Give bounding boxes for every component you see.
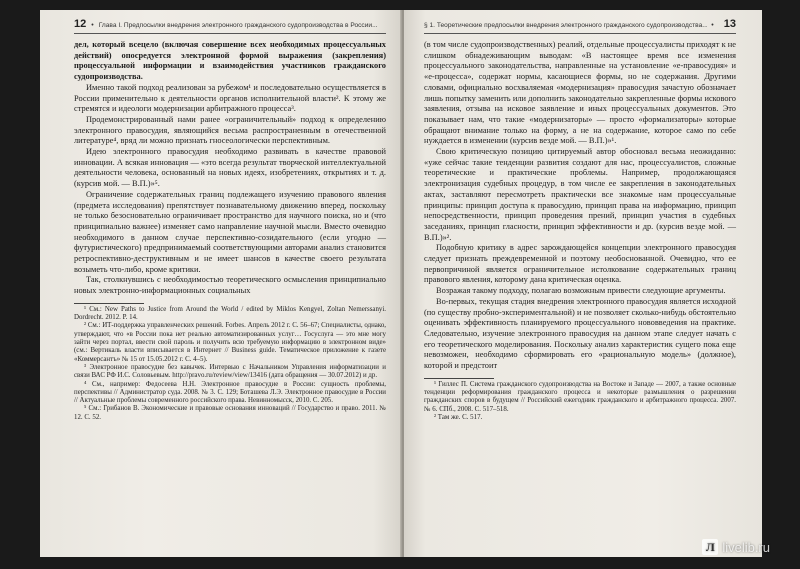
paragraph: дел, который всецело (включая совершение всех необходимых процессуальных действий) опосредуется электронной формой выражения (закрепления) процессуальной информации и взаимодействия участников гражданского судопроизводства. bbox=[74, 40, 386, 82]
body-text bbox=[424, 40, 736, 372]
footnote: ⁴ См., например: Федосеева Н.Н. Электронное правосудие в России: сущность проблемы, перспективы // Администратор суда. 2008. № 3. С. 129; Боташева Л.Э. Электронное правосудие в России // Актуальные проблемы современного российского права. Невинномысск, 2010. С. 205. bbox=[74, 380, 386, 405]
paragraph: Свою критическую позицию цитируемый автор обосновал весьма неожиданно: «уже сейчас такие тенденции развития создают для нас, процессуалистов, сложные теоретические и практические проблемы. Например, продолжающаяся электронизация судебных процедур, в том числе ее закрепления в законодательных актах, заставляют пересмотреть практически все знакомые нам процессуальные принципы: принцип доступа к правосудию, принцип права на информацию, принцип непосредственности, принцип проведения прений, принцип участия в судебных заседаниях, принцип гласности, принцип эффективности и др. (курсив везде мой. — В.П.)»². bbox=[424, 147, 736, 242]
footnote: ² См.: ИТ-поддержка управленческих решений. Forbes. Апрель 2012 г. С. 56–67; Специалисты, однако, утверждают, что «в России пока нет реально автоматизированных услуг… Госуслуга — это мне могу зайти через портал, ввести свой пароль и получить всю требуемую информацию в электронном виде» (см.: Вертикаль власти вписывается в Интернет // Business guide. Тематическое приложение к газете «Коммерсантъ» № 15 от 15.05.2012 г. С. 4–5). bbox=[74, 322, 386, 363]
paragraph: (в том числе судопроизводственных) реалий, отдельные процессуалисты приходят к не слишком обнадеживающим выводам: «В настоящее время все изменения процессуального законодательства, направленные на установление «е-правосудия» и «е-процесса», содержат нормы, касающиеся формы, но не содержания. Другими словами, официально восхваляемая «модернизация» правосудия зачастую обозначает лишь попытку заменить или дополнить законодательно закрепленные формы искового заявления, отзыва на исковое заявление и иных процессуальных документов. Это показывает нам, что такие «модернизаторы» — просто «формализаторы» которые обращают внимание только на форму, а не на содержание, которое само по себе нуждается в изменении (курсив везде мой. — В.П.)»¹. bbox=[424, 40, 736, 146]
bullet-separator: • bbox=[711, 22, 714, 29]
footnote: ⁵ См.: Грибанов В. Экономические и правовые основания инноваций // Государство и право. 2011. № 12. С. 52. bbox=[74, 405, 386, 421]
paragraph: Именно такой подход реализован за рубежом¹ и последовательно осуществляется в России применительно к деятельности органов исполнительной власти². К этому же стремятся и идеологи модернизации арбитражного процесса³. bbox=[74, 82, 386, 114]
running-head-text: Глава I. Предпосылки внедрения электронного гражданского судопроизводства в России... bbox=[98, 22, 378, 29]
paragraph: Так, столкнувшись с необходимостью теоретического осмысления принципиально новых электронно-информационных социальных bbox=[74, 275, 386, 296]
right-page bbox=[404, 10, 762, 557]
bullet-separator: • bbox=[91, 22, 94, 29]
page-number: 13 bbox=[723, 18, 736, 30]
footnote: ³ Электронное правосудие без кавычек. Интервью с Начальником Управления информатизации и связи ВАС РФ И.С. Соловьевым. http://pravo.ru/review/view/13416 (дата обращения — 30.07.2012) и др. bbox=[74, 363, 386, 380]
paragraph: Продемонстрированный нами ранее «ограничительный» подход к определению электронного правосудия, являющийся весьма распространенным в отечественной литературе⁴, вряд ли можно признать гносеологически перспективным. bbox=[74, 114, 386, 146]
footnotes bbox=[74, 303, 386, 422]
body-text bbox=[74, 40, 386, 297]
footnote: ¹ Гиллес П. Система гражданского судопроизводства на Востоке и Западе — 2007, а также основные тенденции реформирования гражданского процесса и некоторые размышления о разрешении гражданских споров в будущем // Российский ежегодник гражданского и арбитражного процесса. 2007. № 6. СПб., 2008. С. 517–518. bbox=[424, 380, 736, 413]
footnote: ² Там же. С. 517. bbox=[434, 413, 483, 421]
paragraph: Во-первых, текущая стадия внедрения электронного правосудия является исходной (по существу пробно-экспериментальной) и не позволяет сколько-нибудь обстоятельно оценивать эффективность планируемого процессуального нововведения на практике. Следовательно, изучение электронного правосудия на данном этапе следует начать с его теоретического моделирования. Поскольку анализ характеристик сущего пока еще невозможен, необходимо сформировать его «рациональную модель» (должное), которой и предстоит bbox=[424, 296, 736, 371]
footnote: ¹ См.: New Paths to Justice from Around the World / edited by Miklos Kengyel, Zoltan Nemerssanyi. Dordrecht. 2012. P. 14. bbox=[74, 305, 386, 322]
running-head bbox=[424, 18, 736, 34]
livelib-logo-icon: Л bbox=[702, 539, 718, 555]
paragraph: Ограничение содержательных границ подлежащего изучению правового явления (предмета исследования) препятствует познавательному движению вперед, поскольку не только безосновательно ограничивает пространство для научного поиска, но и (что принципиально важнее) изменяет само направление научной мысли. Вместо очевидно необходимого в данном случае перспективно-созидательного (если угодно — футуристического) предпринимаемый соответствующими авторами анализ становится ретроспективно-деструктивным и не имеет шансов в качестве своего результата возыметь что-либо, кроме критики. bbox=[74, 189, 386, 274]
running-head-text: § 1. Теоретические предпосылки внедрения электронного гражданского судопроизводства... bbox=[424, 22, 708, 29]
running-head bbox=[74, 18, 386, 34]
paragraph: Идею электронного правосудия необходимо развивать в качестве правовой инновации. А всякая инновация — «это всегда результат творческой интеллектуальной деятельности человека, основанный на новых идеях, изобретениях, открытиях и т. д. (курсив мой. — В.П.)»⁵. bbox=[74, 147, 386, 189]
livelib-watermark bbox=[702, 539, 770, 555]
left-page bbox=[40, 10, 402, 557]
page-number: 12 bbox=[74, 18, 87, 30]
watermark-text: livelib.ru bbox=[722, 539, 770, 555]
footnotes bbox=[424, 378, 736, 422]
paragraph: Подобную критику в адрес зарождающейся концепции электронного правосудия следует признать преждевременной и поэтому необоснованной. Очевидно, что ее первопричиной является ограничительное истолкование содержательных границ правового явления, которому дана критическая оценка. bbox=[424, 243, 736, 285]
paragraph: Возражая такому подходу, полагаю возможным привести следующие аргументы. bbox=[436, 286, 726, 296]
